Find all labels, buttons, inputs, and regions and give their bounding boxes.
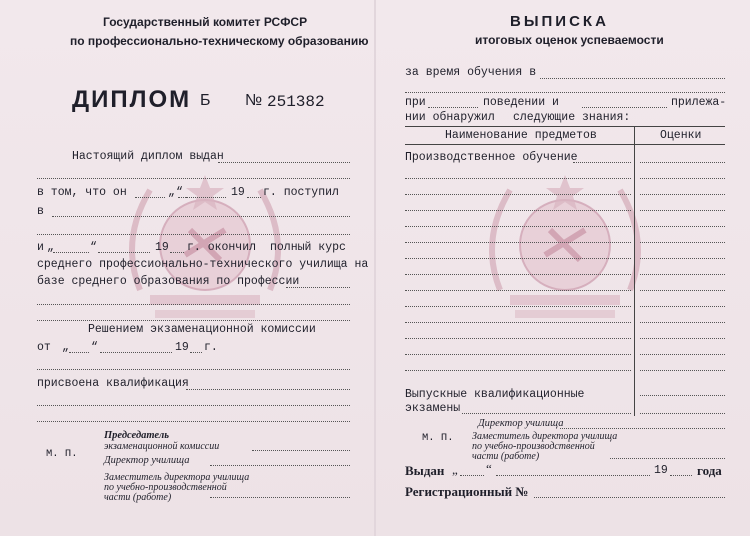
knowledge-label: следующие знания: [513, 111, 631, 124]
grade-row [640, 210, 725, 211]
issued-right-label: Выдан [405, 463, 445, 478]
stamp-place-right: М. П. [422, 432, 454, 444]
period-label: за время обучения в [405, 66, 537, 79]
diploma-title: ДИПЛОМ [72, 86, 192, 113]
stamp-place-left: М. П. [46, 448, 78, 460]
grade-row [640, 370, 725, 371]
production-training-label: Производственное обучение [405, 151, 578, 164]
diploma-series: Б [200, 92, 211, 109]
diligence-label-2: нии обнаружил [405, 111, 495, 124]
chair-label-2: экзаменационной комиссии [104, 441, 220, 452]
subject-row [573, 162, 631, 163]
quote-open-1: „ [168, 186, 175, 199]
quote-close-right: “ [486, 461, 492, 476]
year-line-2 [170, 252, 184, 253]
deputy-label-3-right: части (работе) [472, 451, 540, 462]
subject-row [405, 194, 631, 195]
column-header-grades: Оценки [660, 129, 702, 142]
number-sign: № [245, 92, 263, 109]
grade-row [640, 354, 725, 355]
table-top-border [405, 126, 725, 127]
qualification-line-2 [37, 405, 350, 406]
name-line-2 [37, 178, 350, 179]
final-exams-label-1: Выпускные квалификационные [405, 388, 585, 401]
deputy-label-1-left: Заместитель директора училища [104, 472, 250, 483]
grade-row [640, 306, 725, 307]
that-he-label: в том, что он [37, 186, 127, 199]
subject-row [405, 354, 631, 355]
deputy-label-3-left: части (работе) [104, 492, 172, 503]
extract-subtitle: итоговых оценок успеваемости [475, 33, 664, 47]
subject-row [405, 338, 631, 339]
profession-line-1 [286, 287, 350, 288]
grade-row [640, 194, 725, 195]
subject-row [405, 290, 631, 291]
diligence-label-1: прилежа- [671, 96, 727, 109]
period-line-1 [540, 78, 725, 79]
at-line [428, 107, 478, 108]
year-line-3 [190, 352, 202, 353]
quote-close-3: “ [91, 341, 98, 354]
committee-line-1: Государственный комитет РСФСР [103, 15, 308, 29]
deputy-label-1-right: Заместитель директора училища [472, 431, 618, 442]
grade-row [640, 258, 725, 259]
year-g-label: г. [204, 341, 218, 354]
registration-line [534, 497, 725, 498]
quote-close-2: “ [90, 241, 97, 254]
qualification-line-1 [186, 389, 350, 390]
subject-row [405, 242, 631, 243]
commission-label: Решением экзаменационной комиссии [88, 323, 316, 336]
quote-open-2: „ [47, 241, 54, 254]
year-prefix-1: 19 [231, 186, 245, 199]
grade-row [640, 162, 725, 163]
and-label: и [37, 241, 44, 254]
issued-month-line [496, 475, 650, 476]
deputy-signature-line-right [610, 458, 725, 459]
day-line-2 [53, 252, 89, 253]
behavior-label: поведении и [483, 96, 559, 109]
issued-year-word: года [697, 463, 722, 478]
graduated-label: г. окончил [187, 241, 257, 254]
deputy-label-2-right: по учебно-производственной [472, 441, 595, 452]
behavior-line [582, 107, 667, 108]
page-fold [374, 0, 376, 536]
quote-open-3: „ [62, 341, 69, 354]
year-line-1 [247, 197, 261, 198]
grade-row [640, 395, 725, 396]
grade-row [640, 274, 725, 275]
grade-row [640, 413, 725, 414]
director-signature-line-right [560, 428, 725, 429]
chair-label-1: Председатель [104, 430, 170, 441]
quote-close-1: “ [176, 186, 183, 199]
school-line-2 [37, 234, 350, 235]
full-course-label: полный курс [270, 241, 346, 254]
grade-row [640, 178, 725, 179]
chair-signature-line [252, 450, 350, 451]
grade-row [640, 226, 725, 227]
school-line-1 [52, 216, 350, 217]
commission-line [37, 369, 350, 370]
diploma-number: 251382 [267, 93, 325, 111]
from-label: от [37, 341, 51, 354]
profession-line-3 [37, 320, 350, 321]
final-exams-label-2: экзамены [405, 402, 461, 415]
subject-row [405, 274, 631, 275]
deputy-signature-line-left [210, 497, 350, 498]
director-label-left: Директор училища [104, 455, 190, 466]
month-line-1 [186, 197, 226, 198]
month-line-3 [100, 352, 172, 353]
final-exams-subject-line [462, 413, 631, 414]
grade-row [640, 242, 725, 243]
director-label-right: Директор училища [478, 418, 564, 429]
subject-row [405, 258, 631, 259]
course-line-2: среднего профессионально-технического училища на [37, 258, 369, 271]
entered-label: г. поступил [263, 186, 339, 199]
deputy-label-2-left: по учебно-производственной [104, 482, 227, 493]
name-line-1 [218, 162, 350, 163]
grade-row [640, 338, 725, 339]
table-header-border [405, 144, 725, 145]
month-line-2 [98, 252, 150, 253]
issued-label: Настоящий диплом выдан [72, 150, 224, 163]
quote-open-right: „ [452, 462, 458, 477]
qualification-line-3 [37, 421, 350, 422]
subject-row [405, 178, 631, 179]
extract-title: ВЫПИСКА [510, 13, 609, 30]
profession-line-2 [37, 304, 350, 305]
grade-row [640, 290, 725, 291]
director-signature-line-left [210, 465, 350, 466]
period-line-2 [405, 92, 725, 93]
that-he-line [135, 197, 165, 198]
grade-row [640, 322, 725, 323]
committee-line-2: по профессионально-техническому образованию [70, 34, 369, 48]
at-label: при [405, 96, 426, 109]
registration-label: Регистрационный № [405, 484, 529, 499]
year-prefix-3: 19 [175, 341, 189, 354]
issued-year-prefix: 19 [654, 464, 668, 477]
subject-row [405, 306, 631, 307]
course-line-3: базе среднего образования по профессии [37, 275, 300, 288]
subject-row [405, 210, 631, 211]
right-emblem-watermark [470, 160, 660, 330]
issued-year-line [670, 475, 692, 476]
qualification-label: присвоена квалификация [37, 377, 189, 390]
column-header-subjects: Наименование предметов [445, 129, 597, 142]
subject-row [405, 370, 631, 371]
day-line-3 [69, 352, 89, 353]
issued-day-line [460, 475, 484, 476]
in-label: в [37, 205, 44, 218]
subject-row [405, 322, 631, 323]
table-column-divider [634, 126, 635, 416]
year-prefix-2: 19 [155, 241, 169, 254]
subject-row [405, 226, 631, 227]
